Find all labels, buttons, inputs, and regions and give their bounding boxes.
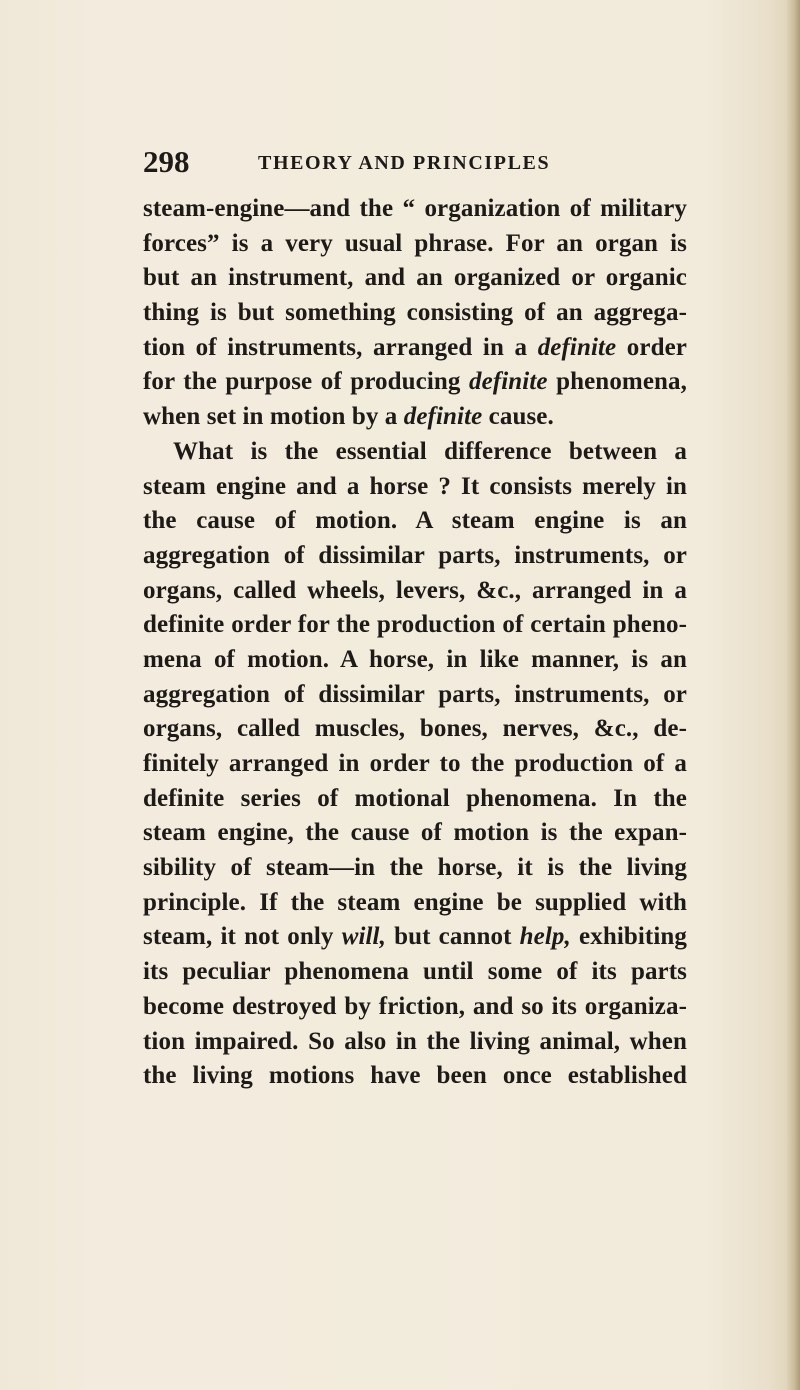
text-run: cause. <box>482 403 554 431</box>
text-line: definite series of motional phenomena. In the <box>143 784 687 812</box>
body-text <box>143 192 687 1094</box>
text-run: steam, it not only <box>143 923 342 951</box>
text-line: sibility of steam—in the horse, it is the living <box>143 854 687 882</box>
text-line: organs, called wheels, levers, &c., arranged in a <box>143 576 687 604</box>
text-line: steam engine and a horse ? It consists merely in <box>143 472 687 500</box>
page-edge-shadow <box>786 0 800 1390</box>
text-run: phenomena, <box>547 368 687 396</box>
text-line <box>143 365 687 400</box>
text-run: order <box>616 333 687 361</box>
text-line: organs, called muscles, bones, nerves, &c., de- <box>143 715 687 743</box>
running-head: THEORY AND PRINCIPLES <box>258 152 551 174</box>
italic-word: definite <box>469 368 548 396</box>
text-line: mena of motion. A horse, in like manner, is an <box>143 645 687 673</box>
text-line: aggregation of dissimilar parts, instruments, or <box>143 541 687 569</box>
italic-word: help, <box>519 923 571 951</box>
text-line: the living motions have been once established <box>143 1062 687 1090</box>
italic-word: definite <box>537 333 617 361</box>
text-line: tion impaired. So also in the living animal, when <box>143 1027 687 1055</box>
text-run: but cannot <box>385 923 520 951</box>
text-line: become destroyed by friction, and so its organiza- <box>143 992 687 1020</box>
text-line: steam engine, the cause of motion is the expan- <box>143 819 687 847</box>
text-line: thing is but something consisting of an aggrega- <box>143 299 687 327</box>
text-line: steam-engine—and the “ organization of military <box>143 195 687 222</box>
text-run: when set in motion by a <box>143 403 404 431</box>
page-number: 298 <box>143 144 190 179</box>
text-line: finitely arranged in order to the production of a <box>143 750 687 777</box>
text-line: its peculiar phenomena until some of its parts <box>143 958 687 986</box>
text-line: but an instrument, and an organized or organic <box>143 264 687 292</box>
text-line <box>143 331 687 366</box>
text-run: exhibiting <box>570 923 687 951</box>
text-line: What is the essential difference between a <box>173 437 687 465</box>
text-line: principle. If the steam engine be supplied with <box>143 888 687 916</box>
text-line <box>143 920 687 955</box>
page-header <box>143 142 703 182</box>
text-line: forces” is a very usual phrase. For an organ is <box>143 229 687 257</box>
italic-word: will, <box>341 923 386 951</box>
text-line: aggregation of dissimilar parts, instruments, or <box>143 680 687 708</box>
text-line: the cause of motion. A steam engine is an <box>143 507 687 535</box>
italic-word: definite <box>403 403 483 431</box>
text-line <box>143 400 687 435</box>
text-line: definite order for the production of certain pheno- <box>143 611 687 639</box>
text-run: for the purpose of producing <box>143 368 470 396</box>
text-run: tion of instruments, arranged in a <box>143 333 538 361</box>
